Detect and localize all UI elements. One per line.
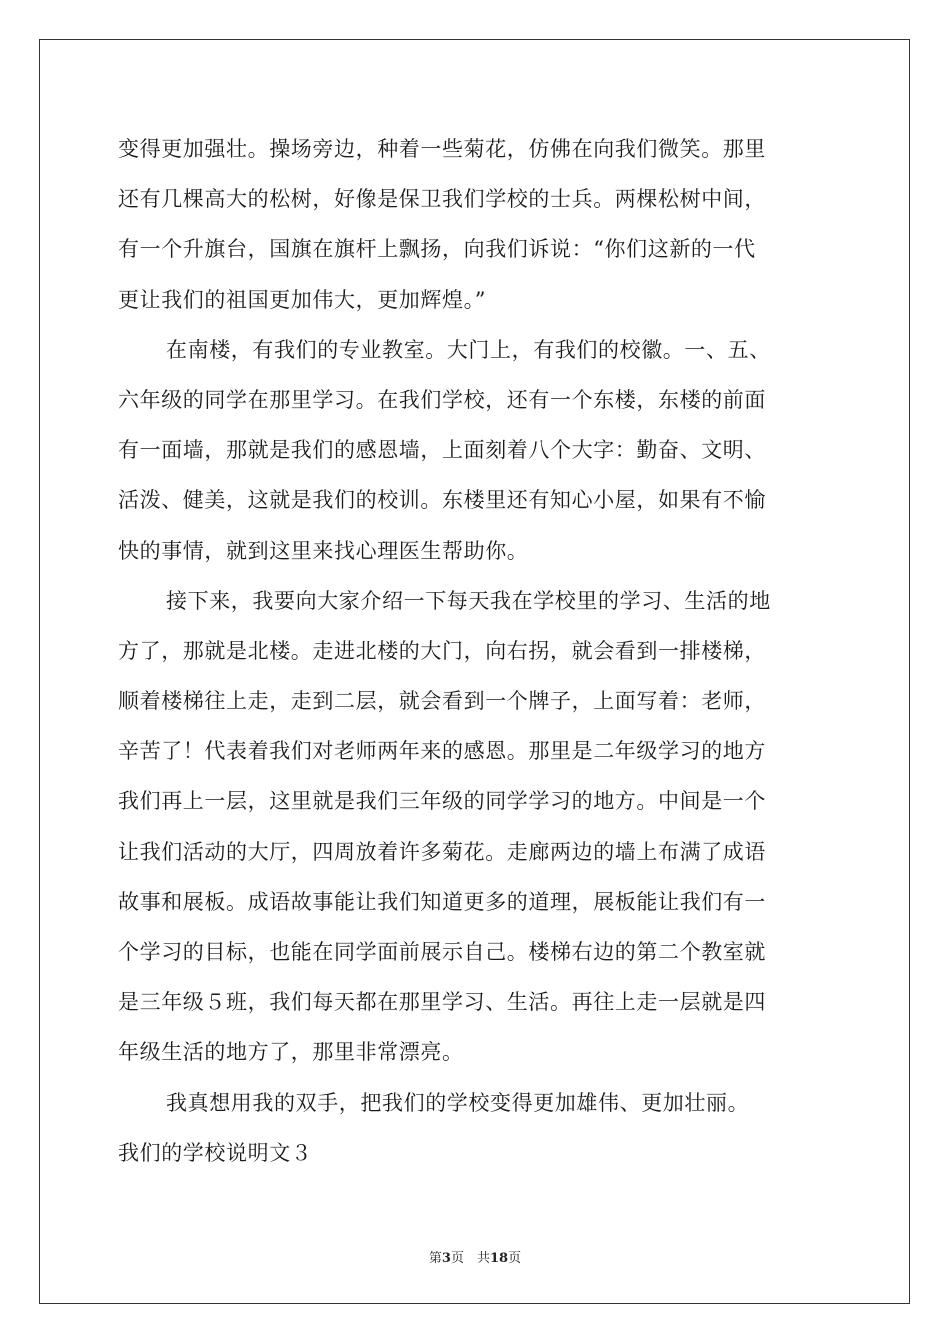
text-line: 更让我们的祖国更加伟大，更加辉煌。”	[118, 287, 487, 312]
footer-middle: 页 共	[450, 1251, 490, 1266]
text-line: 故事和展板。成语故事能让我们知道更多的道理，展板能让我们有一	[118, 889, 766, 914]
text-line: 辛苦了！代表着我们对老师两年来的感恩。那里是二年级学习的地方	[118, 739, 766, 764]
text-line: 方了，那就是北楼。走进北楼的大门，向右拐，就会看到一排楼梯，	[118, 638, 766, 663]
text-line: 让我们活动的大厅，四周放着许多菊花。走廊两边的墙上布满了成语	[118, 839, 766, 864]
page-footer	[0, 1247, 950, 1266]
current-page-number: 3	[441, 1251, 451, 1266]
text-line: 活泼、健美，这就是我们的校训。东楼里还有知心小屋，如果有不愉	[118, 488, 766, 513]
paragraph-first-line: 在南楼，有我们的专业教室。大门上，有我们的校徽。一、五、	[166, 337, 771, 362]
paragraph-first-line: 接下来，我要向大家介绍一下每天我在学校里的学习、生活的地	[166, 588, 771, 613]
text-line: 有一面墙，那就是我们的感恩墙，上面刻着八个大字：勤奋、文明、	[118, 438, 766, 463]
document-body	[118, 124, 834, 1178]
text-line: 快的事情，就到这里来找心理医生帮助你。	[118, 538, 529, 563]
text-line: 个学习的目标，也能在同学面前展示自己。楼梯右边的第二个教室就	[118, 940, 766, 964]
text-line: 年级生活的地方了，那里非常漂亮。	[118, 1040, 464, 1065]
footer-prefix: 第	[428, 1251, 442, 1266]
text-line: 我们再上一层，这里就是我们三年级的同学学习的地方。中间是一个	[118, 789, 766, 814]
text-line: 还有几棵高大的松树，好像是保卫我们学校的士兵。两棵松树中间，	[118, 187, 766, 212]
footer-suffix: 页	[508, 1251, 522, 1266]
total-page-count: 18	[489, 1251, 509, 1266]
text-line: 顺着楼梯往上走，走到二层，就会看到一个牌子，上面写着：老师，	[118, 689, 766, 714]
text-line: 有一个升旗台，国旗在旗杆上飘扬，向我们诉说：“你们这新的一代	[118, 237, 756, 262]
text-line: 六年级的同学在那里学习。在我们学校，还有一个东楼，东楼的前面	[118, 387, 766, 412]
text-line: 是三年级５班，我们每天都在那里学习、生活。再往上走一层就是四	[118, 990, 766, 1015]
section-heading: 我们的学校说明文３	[118, 1140, 313, 1165]
text-line: 变得更加强壮。操场旁边，种着一些菊花，仿佛在向我们微笑。那里	[118, 137, 766, 161]
paragraph-first-line: 我真想用我的双手，把我们的学校变得更加雄伟、更加壮丽。	[166, 1090, 750, 1115]
